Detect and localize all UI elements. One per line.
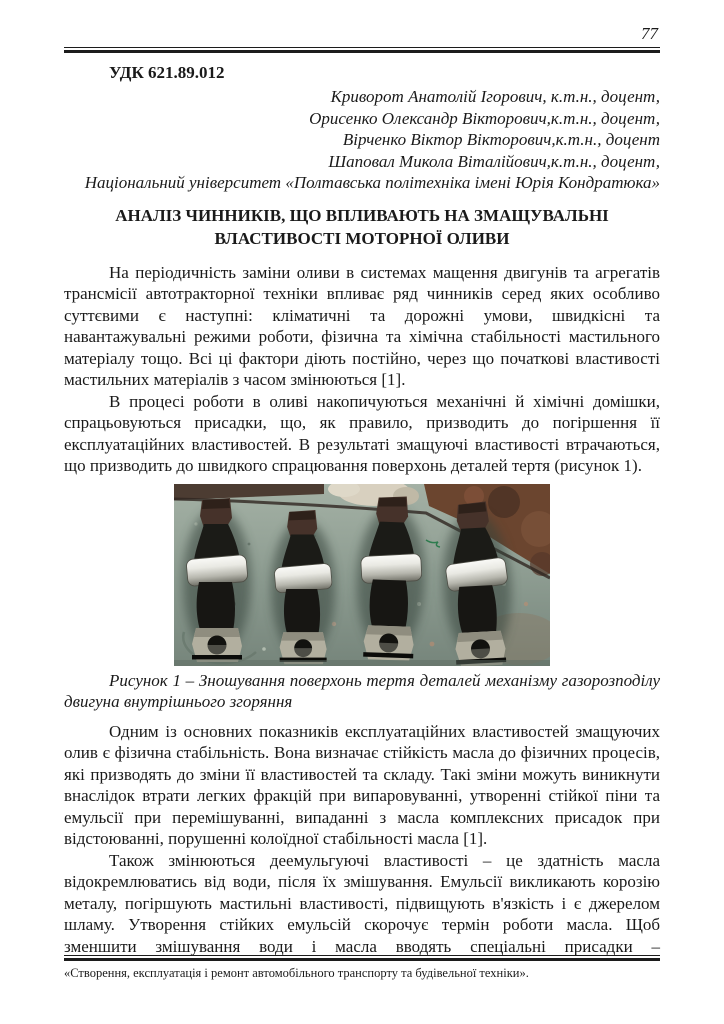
authors-block (64, 86, 660, 194)
page-number: 77 (641, 24, 658, 43)
worn-rocker-arms-photo (174, 484, 550, 666)
footer-rule (64, 955, 660, 961)
header-rule (64, 47, 660, 53)
paragraph-2: В процесі роботи в оливі накопичуються механічні й хімічні домішки, спрацьовуються присадки, що, як правило, призводить до погіршення її експлуатаційних властивостей. В результаті змащуючі властивості втрачаються, що призводить до швидкого спрацювання поверхонь деталей тертя (рисунок 1). (64, 391, 660, 475)
affiliation-line: Національний університет «Полтавська політехніка імені Юрія Кондратюка» (84, 173, 660, 192)
udc-code: УДК 621.89.012 (109, 63, 225, 82)
page-footer (64, 952, 660, 981)
author-line: Криворот Анатолій Ігорович, к.т.н., доцент, (330, 87, 660, 106)
footer-text: «Створення, експлуатація і ремонт автомобільного транспорту та будівельної техніки». (64, 966, 529, 980)
author-line: Орисенко Олександр Вікторович,к.т.н., доцент, (309, 108, 660, 128)
author-line: Шаповал Микола Віталійович,к.т.н., доцент, (328, 151, 660, 171)
paragraph-1: На періодичність заміни оливи в системах мащення двигунів та агрегатів трансмісії автотракторної техніки впливає ряд чинників серед яких особливо суттєвими є наступні: кліматичні та дорожні умови, швидкісні та навантажувальні режими роботи, фізична та хімічна стабільності мастильного матеріалу тощо. Всі ці фактори діють постійно, через що початкові властивості мастильних матеріалів з часом змінюються [1]. (64, 262, 660, 389)
paragraph-4: Також змінюються деемульгуючі властивості – це здатність масла відокремлюватись від води, після їх змішування. Емульсії викликають корозію металу, погіршують мастильні властивості, підвищують в'язкість і є джерелом шламу. Утворення стійких емульсій скорочує термін роботи масла. Щоб зменшити змішування води і масла вводять спеціальні присадки – (64, 850, 660, 956)
article-body (64, 262, 660, 958)
figure-1-caption: Рисунок 1 – Зношування поверхонь тертя деталей механізму газорозподілу двигуна внутрішнього згоряння (64, 670, 660, 711)
paragraph-3: Одним із основних показників експлуатаційних властивостей змащуючих олив є фізична стабільність. Вона визначає стійкість масла до фізичних процесів, які призводять до зміни її властивостей та складу. Такі зміни можуть виникнути внаслідок втрати легких фракцій при випаровуванні, утворенні стійкої піни та емульсії при перемішуванні, випаданні з масла комплексних присадок при відстоюванні, порушенні колоїдної стабільності масла [1]. (64, 721, 660, 848)
paper-title: АНАЛІЗ ЧИННИКІВ, ЩО ВПЛИВАЮТЬ НА ЗМАЩУВАЛЬНІ ВЛАСТИВОСТІ МОТОРНОЇ ОЛИВИ (115, 205, 609, 248)
author-line: Вірченко Віктор Вікторович,к.т.н., доцент (342, 130, 660, 149)
figure-1-photo (174, 484, 550, 666)
